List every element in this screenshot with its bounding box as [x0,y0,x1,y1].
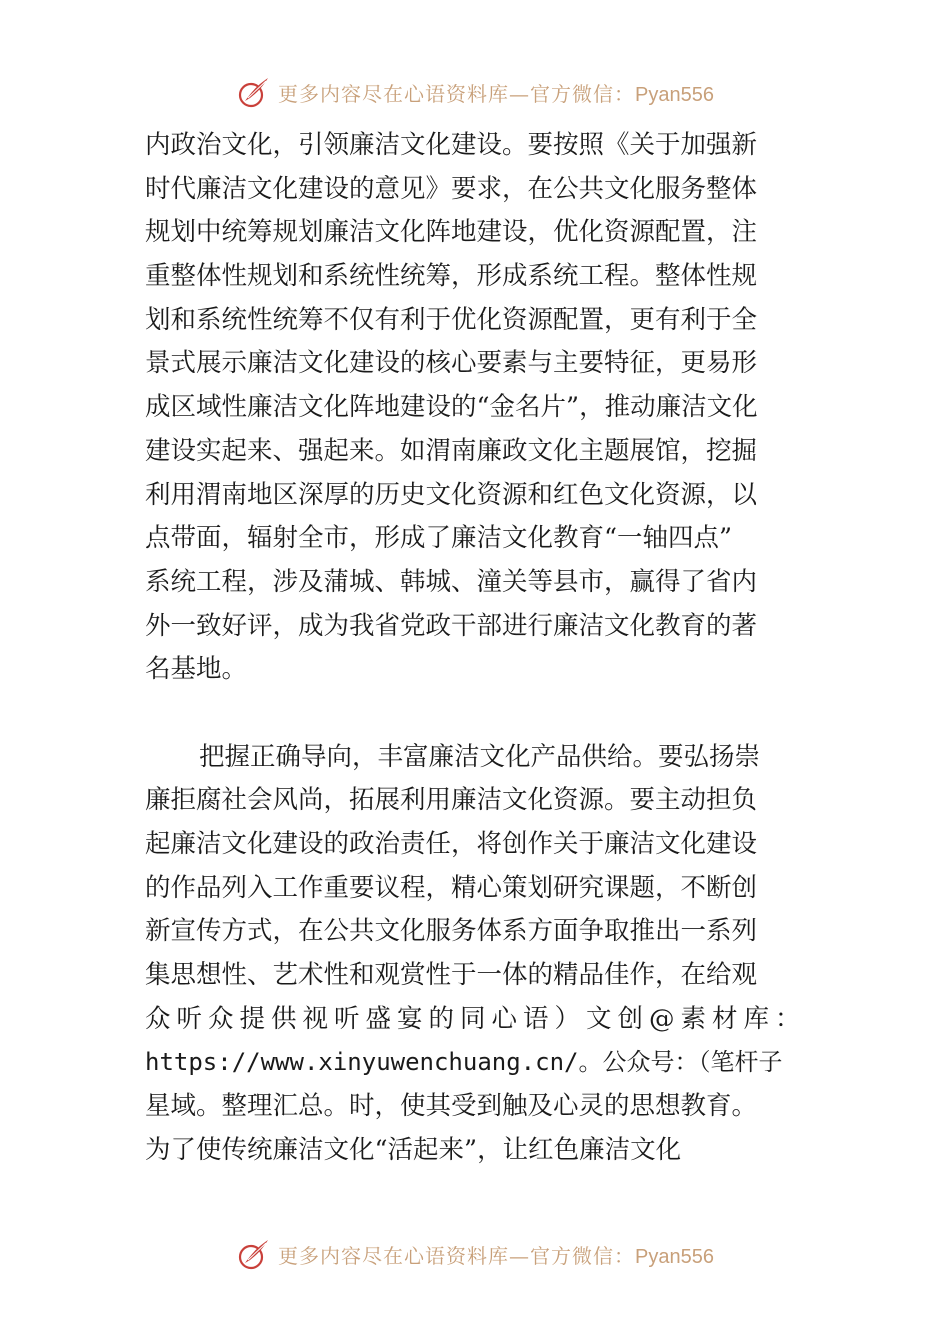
header-banner-text: 更多内容尽在心语资料库—官方微信： [278,81,636,106]
text-line-url: https://www.xinyuwenchuang.cn/。公众号：（笔杆子 [145,1048,783,1077]
text-line: 把握正确导向，丰富廉洁文化产品供给。要弘扬崇 [199,741,761,772]
text-line: 外一致好评，成为我省党政干部进行廉洁文化教育的著 [145,610,758,641]
feather-quill-logo-icon [236,1236,272,1272]
text-line: 集思想性、艺术性和观赏性于一体的精品佳作，在给观 [145,960,758,991]
footer-banner-wechat: Pyan556 [635,1245,714,1268]
header-banner-wechat: Pyan556 [635,83,714,106]
text-line: 成区域性廉洁文化阵地建设的“金名片”，推动廉洁文化 [145,392,758,423]
text-line: 点带面，辐射全市，形成了廉洁文化教育“一轴四点” [145,523,733,554]
text-line: 系统工程，涉及蒲城、韩城、潼关等县市，赢得了省内 [145,566,758,597]
text-line: 星域。整理汇总。时，使其受到触及心灵的思想教育。 [145,1091,758,1122]
paragraph-2 [145,736,809,1173]
text-line: 新宣传方式，在公共文化服务体系方面争取推出一系列 [145,916,758,947]
text-line: 景式展示廉洁文化建设的核心要素与主要特征，更易形 [145,348,758,379]
text-line: 众听众提供视听盛宴的同心语）文创@素材库： [145,1003,807,1034]
text-line: 划和系统性统筹不仅有利于优化资源配置，更有利于全 [145,304,758,335]
text-line: 时代廉洁文化建设的意见》要求，在公共文化服务整体 [145,173,758,204]
text-line: 利用渭南地区深厚的历史文化资源和红色文化资源，以 [145,479,758,510]
text-line: 起廉洁文化建设的政治责任，将创作关于廉洁文化建设 [145,829,758,859]
document-body [145,124,809,1173]
feather-quill-logo-icon [236,74,272,110]
footer-banner [0,1232,950,1276]
text-line: 廉拒腐社会风尚，拓展利用廉洁文化资源。要主动担负 [145,785,758,816]
text-line: 规划中统筹规划廉洁文化阵地建设，优化资源配置，注 [145,217,758,248]
text-line: 内政治文化，引领廉洁文化建设。要按照《关于加强新 [145,130,758,160]
text-line: 名基地。 [145,654,248,685]
header-banner [0,70,950,114]
text-line: 重整体性规划和系统性统筹，形成系统工程。整体性规 [145,261,758,292]
text-line: 为了使传统廉洁文化“活起来”，让红色廉洁文化 [145,1134,682,1165]
text-line: 的作品列入工作重要议程，精心策划研究课题，不断创 [145,872,758,903]
text-line: 建设实起来、强起来。如渭南廉政文化主题展馆，挖掘 [145,435,758,466]
paragraph-1 [145,124,809,692]
paragraph-spacer [145,692,809,736]
footer-banner-text: 更多内容尽在心语资料库—官方微信： [278,1243,636,1268]
